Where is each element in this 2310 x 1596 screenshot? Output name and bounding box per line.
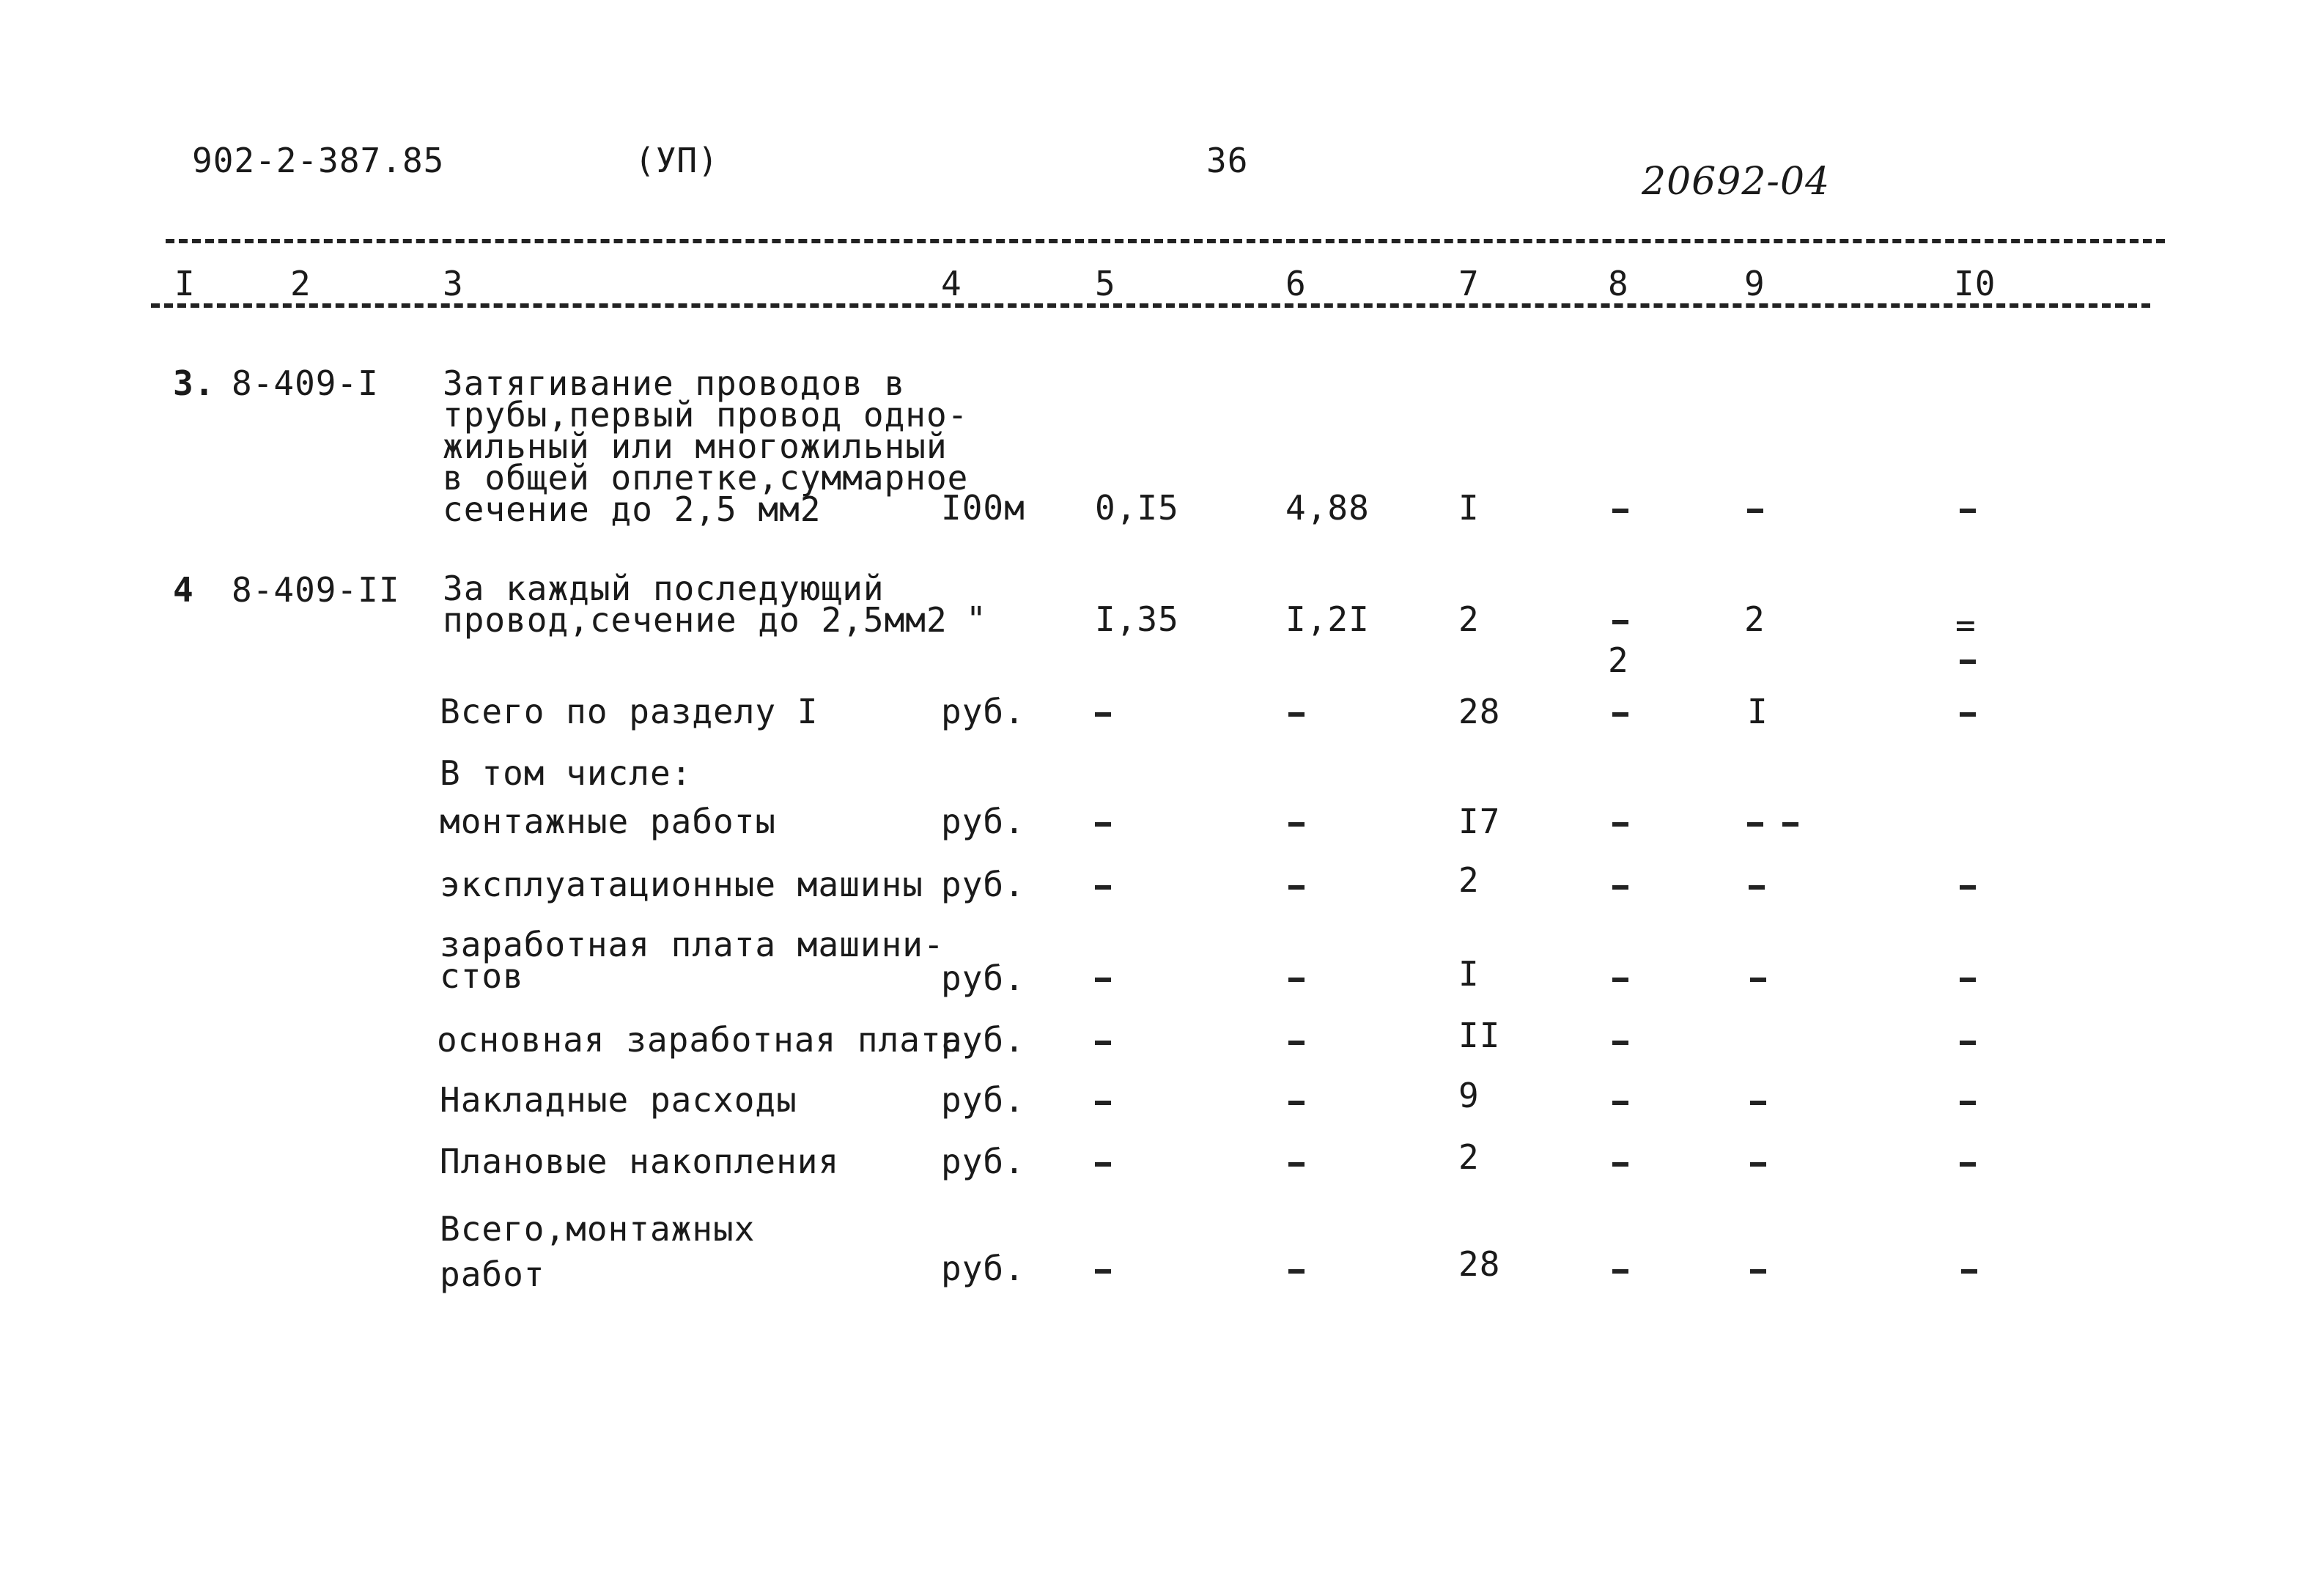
summary-col8 [1612,1101,1628,1105]
summary-col9: I [1747,692,1768,731]
summary-col7: 28 [1458,1244,1501,1284]
column-number: I0 [1954,264,1996,303]
summary-label: Всего по разделу I [440,692,819,731]
row-value-col8-dash [1612,620,1628,624]
row-code: 8-409-I [232,363,379,403]
summary-col10 [1960,885,1976,890]
summary-label: Накладные расходы [440,1080,797,1120]
row-value-col10 [1960,509,1976,513]
summary-label: монтажные работы [440,802,777,841]
summary-col5 [1095,978,1111,982]
row-unit: I00м [941,488,1025,528]
summary-col9-a [1747,822,1763,827]
summary-col7: I [1458,954,1480,994]
row-value-col9: 2 [1744,599,1765,639]
row-value-col9 [1747,509,1763,513]
summary-col7: 9 [1458,1076,1480,1115]
summary-col7: 28 [1458,692,1501,731]
page-number: 36 [1206,141,1249,180]
summary-label: Плановые накопления [440,1142,840,1181]
summary-col6 [1288,712,1305,717]
summary-col9 [1750,1269,1766,1274]
summary-col9 [1750,1101,1766,1105]
row-number: 3. [173,363,215,403]
row-description: Затягивание проводов в трубы,первый провод одно- жильный или многожильный в общей оплетке,суммарное сечение до 2,5 мм2 [443,363,969,529]
row-value-col10-dash [1960,660,1976,664]
summary-unit: руб. [941,1249,1025,1288]
summary-col5 [1095,822,1111,827]
row-value-col8 [1612,509,1628,513]
summary-col5 [1095,1269,1111,1274]
summary-col8 [1612,978,1628,982]
column-number: 2 [290,264,311,303]
document-code: 902-2-387.85 [192,141,445,180]
summary-col7: II [1458,1016,1501,1055]
summary-col7: 2 [1458,860,1480,900]
summary-col6 [1288,1101,1305,1105]
summary-unit: руб. [941,865,1025,904]
summary-col6 [1288,1269,1305,1274]
summary-col8 [1612,1162,1628,1167]
summary-col5 [1095,1101,1111,1105]
summary-unit: руб. [941,802,1025,841]
summary-unit: руб. [941,1020,1025,1060]
section-code: (УП) [635,141,719,180]
column-number: 3 [443,264,464,303]
column-number: 6 [1285,264,1307,303]
column-number: I [174,264,196,303]
summary-col10 [1960,712,1976,717]
summary-col8 [1612,1041,1628,1045]
handwritten-reference: 20692-04 [1642,160,1831,204]
row-description: За каждый последующий провод,сечение до 2,5мм2 [443,569,948,640]
column-number: 4 [941,264,962,303]
summary-col10 [1960,1041,1976,1045]
summary-col9 [1750,1162,1766,1167]
summary-unit: руб. [941,692,1025,731]
summary-col6 [1288,822,1305,827]
summary-col5 [1095,885,1111,890]
summary-label: заработная плата машини- стов [440,925,945,996]
summary-col9 [1750,978,1766,982]
summary-col7: I7 [1458,802,1501,841]
summary-subheading: В том числе: [440,753,693,793]
row-unit: " [966,599,987,639]
summary-col8 [1612,712,1628,717]
summary-unit: руб. [941,958,1025,998]
summary-col7: 2 [1458,1137,1480,1177]
summary-col9-b [1782,822,1798,827]
summary-col8 [1612,885,1628,890]
row-value-col6: I,2I [1285,599,1370,639]
row-number: 4 [173,570,194,610]
summary-unit: руб. [941,1142,1025,1181]
row-code: 8-409-II [232,570,400,610]
summary-col6 [1288,1041,1305,1045]
summary-col10 [1960,978,1976,982]
column-number: 5 [1095,264,1116,303]
row-value-col5: 0,I5 [1095,488,1179,528]
row-value-col10: = [1955,605,1977,645]
row-value-col6: 4,88 [1285,488,1370,528]
summary-col6 [1288,1162,1305,1167]
column-number: 7 [1458,264,1480,303]
summary-label: Всего,монтажных работ [440,1209,756,1294]
header-rule-top [166,239,2165,243]
header-rule-bottom [151,303,2150,308]
summary-col6 [1288,978,1305,982]
summary-col10 [1960,1162,1976,1167]
summary-label: эксплуатационные машины [440,865,923,904]
row-value-col7: I [1458,488,1480,528]
summary-col6 [1288,885,1305,890]
summary-col5 [1095,1041,1111,1045]
summary-col10 [1960,1101,1976,1105]
summary-col8 [1612,1269,1628,1274]
column-number: 8 [1608,264,1629,303]
row-value-col8: 2 [1608,640,1629,680]
summary-col5 [1095,1162,1111,1167]
summary-col5 [1095,712,1111,717]
summary-label: основная заработная плата [437,1020,963,1060]
summary-col10 [1961,1269,1977,1274]
summary-col9 [1749,885,1765,890]
summary-unit: руб. [941,1080,1025,1120]
row-value-col7: 2 [1458,599,1480,639]
summary-col8 [1612,822,1628,827]
row-value-col5: I,35 [1095,599,1179,639]
column-number: 9 [1744,264,1765,303]
